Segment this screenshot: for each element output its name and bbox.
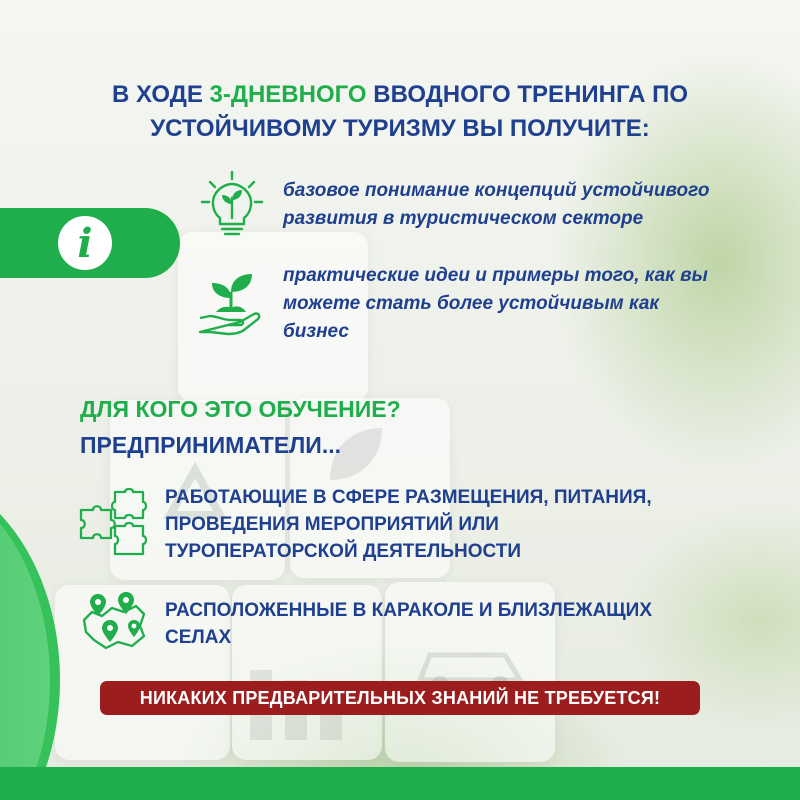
- info-icon: i: [77, 220, 93, 267]
- title-part: В ХОДЕ: [111, 81, 210, 108]
- audience-item-text: ТУРОПЕРАТОРСКОЙ ДЕЯТЕЛЬНОСТИ: [165, 541, 522, 562]
- no-prior-knowledge-banner: НИКАКИХ ПРЕДВАРИТЕЛЬНЫХ ЗНАНИЙ НЕ ТРЕБУЕТСЯ!: [100, 681, 700, 715]
- page-title: [60, 78, 740, 146]
- map-pins-icon: [78, 590, 150, 654]
- audience-item-text: РАСПОЛОЖЕННЫЕ В КАРАКОЛЕ И БЛИЗЛЕЖАЩИХ: [165, 600, 652, 621]
- audience-item-text: РАБОТАЮЩИЕ В СФЕРЕ РАЗМЕЩЕНИЯ, ПИТАНИЯ,: [165, 487, 652, 508]
- bottom-bar: [0, 767, 800, 800]
- audience-item-text: ПРОВЕДЕНИЯ МЕРОПРИЯТИЙ ИЛИ: [165, 514, 499, 535]
- benefit-text: развития в туристическом секторе: [283, 208, 644, 229]
- benefit-text: можете стать более устойчивым как: [283, 293, 660, 314]
- hand-plant-icon: [196, 268, 266, 338]
- benefit-text: практические идеи и примеры того, как вы: [283, 265, 708, 286]
- title-line: УСТОЙЧИВОМУ ТУРИЗМУ ВЫ ПОЛУЧИТЕ:: [150, 115, 650, 142]
- title-highlight: 3-ДНЕВНОГО: [209, 81, 367, 108]
- title-part: ВВОДНОГО ТРЕНИНГА ПО: [366, 81, 688, 108]
- audience-item: [165, 484, 725, 565]
- audience-heading: ДЛЯ КОГО ЭТО ОБУЧЕНИЕ?: [80, 396, 401, 422]
- puzzle-icon: [77, 488, 149, 558]
- audience-item: [165, 597, 725, 651]
- benefit-text: бизнес: [283, 321, 349, 342]
- benefit-item: [283, 177, 763, 233]
- audience-item-text: СЕЛАХ: [165, 627, 232, 648]
- benefit-text: базовое понимание концепций устойчивого: [283, 180, 710, 201]
- lightbulb-plant-icon: [200, 170, 264, 242]
- audience-subheading: ПРЕДПРИНИМАТЕЛИ...: [80, 432, 341, 458]
- benefit-item: [283, 262, 763, 346]
